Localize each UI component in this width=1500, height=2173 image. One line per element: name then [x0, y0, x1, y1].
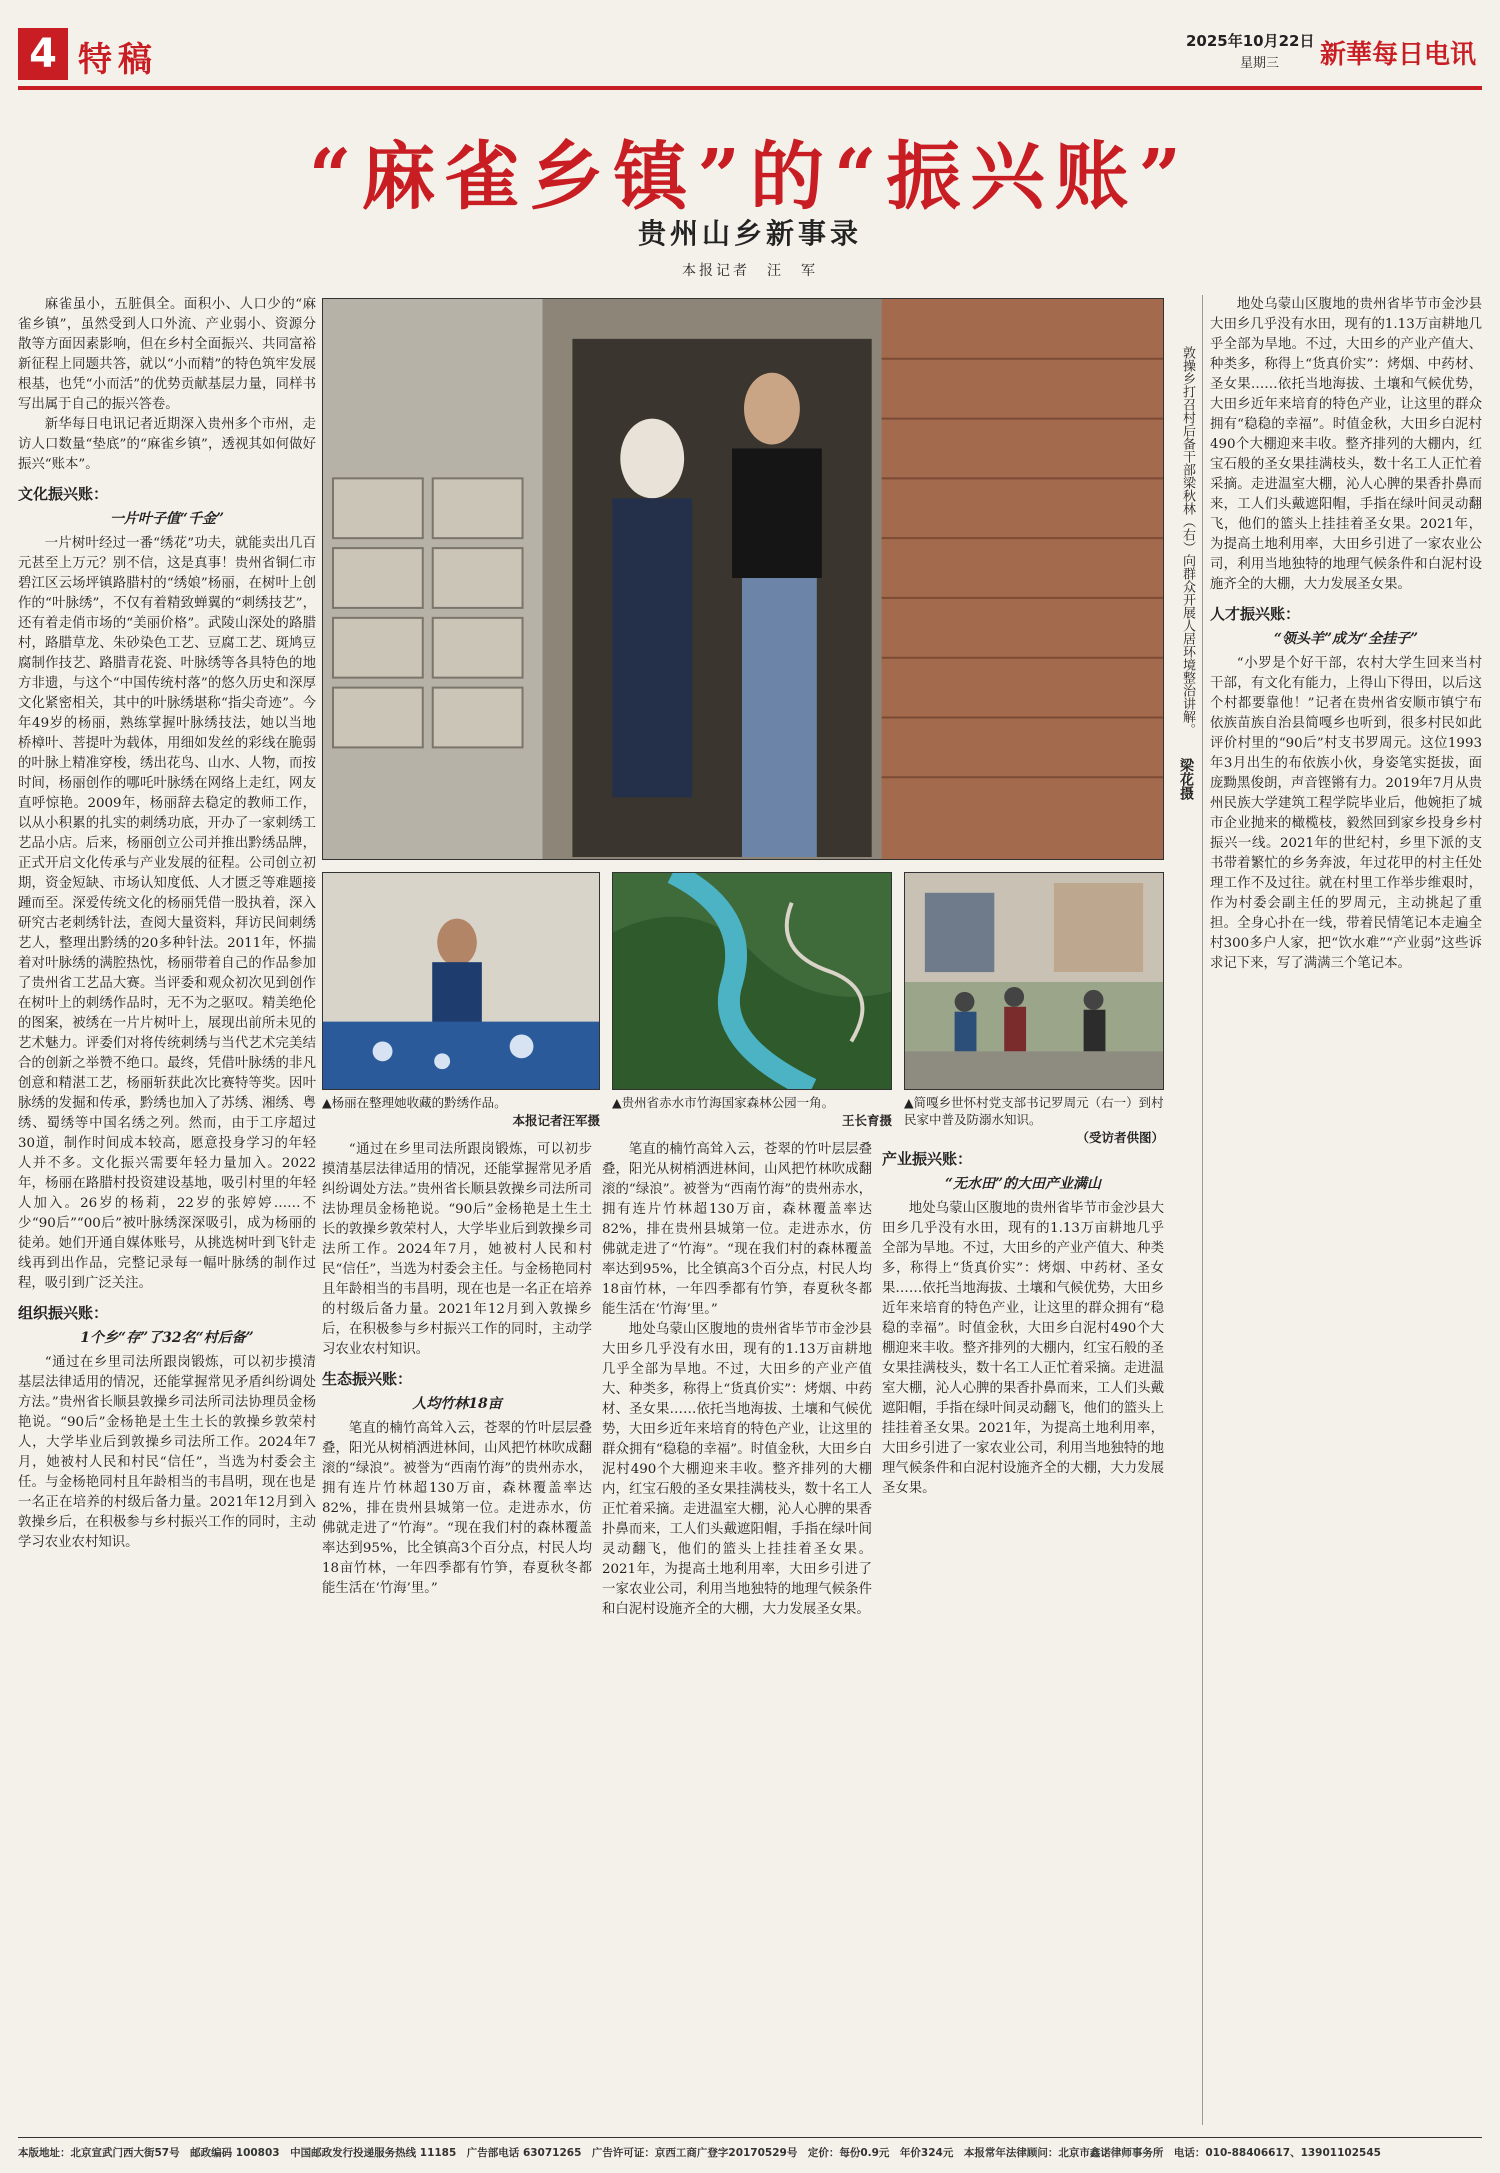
section-sub-talent: “领头羊”成为“全挂子”: [1273, 631, 1419, 647]
body-organization: “通过在乡里司法所跟岗锻炼，可以初步摸清基层法律适用的情况，还能掌握常见矛盾纠纷调处方法。”贵州省长顺县敦操乡司法所司法协理员金杨艳说。“90后”金杨艳是土生土长的敦操乡敦荣村人，大学毕业后到敦操乡司法所工作。2024年7月，她被村人民和村民“信任”，当选为村委会主任。与金杨艳同村且年龄相当的韦昌明，现在也是一名正在培养的村级后备力量。2021年12月到入敦操乡后，在积极参与乡村振兴工作的同时，主动学习农业农村知识。: [18, 1355, 316, 1550]
column-5: [1210, 295, 1482, 2125]
body-ecology: 笔直的楠竹高耸入云，苍翠的竹叶层层叠叠，阳光从树梢洒进林间，山风把竹林吹成翻滚的“绿浪”。被誉为“西南竹海”的贵州赤水，拥有连片竹林超130万亩，森林覆盖率达82%，排在贵州县城第一位。走进赤水，仿佛就走进了“竹海”。“现在我们村的森林覆盖率达到95%，比全镇高3个百分点，村民人均18亩竹林，一年四季都有竹笋，春夏秋冬都能生活在‘竹海’里。”: [322, 1421, 592, 1596]
section-heading-organization: 组织振兴账：: [18, 1304, 109, 1322]
issue-weekday: 星期三: [1240, 56, 1280, 71]
section-heading-industry: 产业振兴账：: [882, 1150, 973, 1168]
body-talent: “小罗是个好干部，农村大学生回来当村干部，有文化有能力，上得山下得田，以后这个村都要靠他！”记者在贵州省安顺市镇宁布依族苗族自治县简嘎乡也听到，很多村民如此评价村里的“90后”村支书罗周元。这位1993年3月出生的布依族小伙，身姿笔实挺拔，面庞黝黑俊朗，声音铿锵有力。2019年7月从贵州民族大学建筑工程学院毕业后，他婉拒了城市企业抛来的橄榄枝，毅然回到家乡投身乡村振兴一线。2021年的世纪村，乡里下派的支书带着繁忙的乡务奔波，年过花甲的村主任处理工作不及过往。就在村里工作举步维艰时，作为村委会副主任的罗周元，主动挑起了重担。全身心扑在一线，带着民情笔记本走遍全村300多户人家，把“饮水难”“产业弱”这些诉求记下来，写了满满三个笔记本。: [1210, 656, 1482, 971]
body-industry-tail: 地处乌蒙山区腹地的贵州省毕节市金沙县大田乡几乎没有水田，现有的1.13万亩耕地几乎全部为旱地。不过，大田乡的产业产值大、种类多，称得上“货真价实”：烤烟、中药材、圣女果……依托当地海拔、土壤和气候优势，大田乡近年来培育的特色产业，让这里的群众拥有“稳稳的幸福”。时值金秋，大田乡白泥村490个大棚迎来丰收。整齐排列的大棚内，红宝石般的圣女果挂满枝头，数十名工人正忙着采摘。走进温室大棚，沁人心脾的果香扑鼻而来，工人们头戴遮阳帽，手指在绿叶间灵动翻飞，他们的篮头上挂挂着圣女果。2021年，为提高土地利用率，大田乡引进了一家农业公司，利用当地独特的地理气候条件和白泥村设施齐全的大棚，大力发展圣女果。: [1210, 297, 1482, 592]
section-sub-ecology: 人均竹林18亩: [412, 1396, 502, 1412]
section-heading-talent: 人才振兴账：: [1210, 605, 1301, 623]
newspaper-logo: 新華每日电讯: [1320, 40, 1477, 70]
byline: 本报记者 汪 军: [682, 263, 818, 279]
main-photo: [322, 298, 1164, 860]
lead-paragraph: 麻雀虽小，五脏俱全。面积小、人口少的“麻雀乡镇”，虽然受到人口外流、产业弱小、资源分散等方面因素影响，但在乡村全面振兴、共同富裕新征程上同题共答，就以“小而精”的特色筑牢发展根基，也凭“小而活”的优势贡献基层力量，同样书写出属于自己的振兴答卷。: [18, 297, 316, 412]
body-industry: 地处乌蒙山区腹地的贵州省毕节市金沙县大田乡几乎没有水田，现有的1.13万亩耕地几乎全部为旱地。不过，大田乡的产业产值大、种类多，称得上“货真价实”：烤烟、中药材、圣女果……依托当地海拔、土壤和气候优势，大田乡近年来培育的特色产业，让这里的群众拥有“稳稳的幸福”。时值金秋，大田乡白泥村490个大棚迎来丰收。整齐排列的大棚内，红宝石般的圣女果挂满枝头，数十名工人正忙着采摘。走进温室大棚，沁人心脾的果香扑鼻而来，工人们头戴遮阳帽，手指在绿叶间灵动翻飞，他们的篮头上挂挂着圣女果。2021年，为提高土地利用率，大田乡引进了一家农业公司，利用当地独特的地理气候条件和白泥村设施齐全的大棚，大力发展圣女果。: [882, 1201, 1164, 1496]
footer-info: 本版地址：北京宣武门西大街57号 邮政编码 100803 中国邮政发行投递服务热线 11185 广告部电话 63071265 广告许可证：京西工商广登字20170529号 定价：每份0.9元 年价324元 本报常年法律顾问：北京市鑫诺律师事务所 电话：010-88406617、13901102545: [18, 2147, 1381, 2159]
caption-bamboo: ▲贵州省赤水市竹海国家森林公园一角。 王长育摄: [612, 1095, 892, 1128]
photo-bamboo-forest: [612, 872, 892, 1090]
section-sub-industry: “无水田”的大田产业满山: [944, 1176, 1102, 1192]
body-ecology-cont: 笔直的楠竹高耸入云，苍翠的竹叶层层叠叠，阳光从树梢洒进林间，山风把竹林吹成翻滚的“绿浪”。被誉为“西南竹海”的贵州赤水，拥有连片竹林超130万亩，森林覆盖率达82%，排在贵州县城第一位。走进赤水，仿佛就走进了“竹海”。“现在我们村的森林覆盖率达到95%，比全镇高3个百分点，村民人均18亩竹林，一年四季都有竹笋，春夏秋冬都能生活在‘竹海’里。”: [602, 1142, 872, 1317]
page-number: 4: [18, 28, 68, 80]
section-sub-organization: 1个乡“存”了32名“村后备”: [80, 1330, 254, 1346]
caption-village: ▲简嘎乡世怀村党支部书记罗周元（右一）到村民家中普及防溺水知识。 （受访者供图）: [904, 1095, 1164, 1145]
issue-date: 2025年10月22日: [1186, 32, 1315, 50]
page-header: [0, 0, 1500, 95]
column-2: [322, 1140, 592, 2125]
column-3: [602, 1140, 872, 2125]
body-culture: 一片树叶经过一番“绣花”功夫，就能卖出几百元甚至上万元？别不信，这是真事！贵州省铜仁市碧江区云场坪镇路腊村的“绣娘”杨丽，在树叶上创作的“叶脉绣”，不仅有着精致蝉翼的“刺绣技艺”，还有着走俏市场的“美丽价格”。武陵山深处的路腊村，路腊草龙、朱砂染色工艺、豆腐工艺、斑鸠豆腐制作技艺、路腊青花瓷、叶脉绣等各具特色的地方非遗，与这个“中国传统村落”的悠久历史和深厚文化紧密相关，其中的叶脉绣堪称“指尖奇迹”。今年49岁的杨丽，熟练掌握叶脉绣技法，她以当地桥樟叶、菩提叶为载体，用细如发丝的彩线在脆弱的叶脉上精准穿梭，绣出花鸟、山水、人物，而按时间，杨丽创作的哪吒叶脉绣在网络上走红，网友直呼惊艳。2009年，杨丽辞去稳定的教师工作，以从小积累的扎实的刺绣功底，开办了一家刺绣工艺品小店。后来，杨丽创立公司并推出黔绣品牌，正式开启文化传承与产业发展的征程。公司创立初期，资金短缺、市场认知度低、人才匮乏等难题接踵而至。深爱传统文化的杨丽凭借一股执着，深入研究古老刺绣针法，查阅大量资料，拜访民间刺绣艺人，整理出黔绣的20多种针法。2011年，怀揣着对叶脉绣的满腔热忱，杨丽带着自己的作品参加了贵州省工艺品大赛。当评委和观众初次见到创作在树叶上的刺绣作品时，无不为之驱叹。精美绝伦的图案，被绣在一片片树叶上，展现出前所未见的艺术魅力。评委们对将传统刺绣与当代艺术完美结合的创新之举赞不绝口。最终，凭借叶脉绣的非凡创意和精湛工艺，杨丽斩获此次比赛特等奖。因叶脉绣的发掘和传承，黔绣也加入了苏绣、湘绣、粤绣、蜀绣等中国名绣之列。然而，由于工序超过30道，制作时间成本较高，愿意投身学习的年轻人并不多。文化振兴需要年轻力量加入。2022年，杨丽在路腊村投资建设基地，吸引村里的年轻人加入。26岁的杨莉，22岁的张婷婷……不少“90后”“00后”被叶脉绣深深吸引，成为杨丽的徒弟。她们开通自媒体账号，从挑选树叶到飞针走线再到出作品，完整记录每一幅叶脉绣的制作过程，吸引到广泛关注。: [18, 536, 316, 1291]
main-photo-credit: 梁花摄: [1178, 758, 1194, 800]
main-photo-caption: 敦操乡打召村后备干部梁秋林（右）向群众开展人居环境整治讲解。: [1180, 346, 1195, 736]
lead-paragraph-2: 新华每日电讯记者近期深入贵州多个市州，走访人口数量“垫底”的“麻雀乡镇”，透视其如何做好振兴“账本”。: [18, 417, 316, 472]
headline: “麻雀乡镇”的“振兴账”: [308, 134, 1192, 220]
section-title: 特稿: [78, 40, 158, 80]
photo-embroidery: [322, 872, 600, 1090]
body-industry-pre: 地处乌蒙山区腹地的贵州省毕节市金沙县大田乡几乎没有水田，现有的1.13万亩耕地几乎全部为旱地。不过，大田乡的产业产值大、种类多，称得上“货真价实”：烤烟、中药材、圣女果……依托当地海拔、土壤和气候优势，大田乡近年来培育的特色产业，让这里的群众拥有“稳稳的幸福”。时值金秋，大田乡白泥村490个大棚迎来丰收。整齐排列的大棚内，红宝石般的圣女果挂满枝头，数十名工人正忙着采摘。走进温室大棚，沁人心脾的果香扑鼻而来，工人们头戴遮阳帽，手指在绿叶间灵动翻飞，他们的篮头上挂挂着圣女果。2021年，为提高土地利用率，大田乡引进了一家农业公司，利用当地独特的地理气候条件和白泥村设施齐全的大棚，大力发展圣女果。: [602, 1322, 872, 1617]
section-sub-culture: 一片叶子值“千金”: [109, 511, 225, 527]
section-heading-ecology: 生态振兴账：: [322, 1370, 413, 1388]
footer-rule: [18, 2137, 1482, 2138]
caption-embroidery: ▲杨丽在整理她收藏的黔绣作品。 本报记者汪军摄: [322, 1095, 600, 1128]
column-4: [882, 1140, 1164, 2125]
photo-village-visit: [904, 872, 1164, 1090]
column-1: [18, 295, 316, 2125]
subheadline: 贵州山乡新事录: [637, 217, 862, 250]
section-heading-culture: 文化振兴账：: [18, 485, 109, 503]
body-organization-cont: “通过在乡里司法所跟岗锻炼，可以初步摸清基层法律适用的情况，还能掌握常见矛盾纠纷调处方法。”贵州省长顺县敦操乡司法所司法协理员金杨艳说。“90后”金杨艳是土生土长的敦操乡敦荣村人，大学毕业后到敦操乡司法所工作。2024年7月，她被村人民和村民“信任”，当选为村委会主任。与金杨艳同村且年龄相当的韦昌明，现在也是一名正在培养的村级后备力量。2021年12月到入敦操乡后，在积极参与乡村振兴工作的同时，主动学习农业农村知识。: [322, 1142, 592, 1357]
header-rule: [18, 86, 1482, 90]
column-divider: [1202, 295, 1203, 2125]
